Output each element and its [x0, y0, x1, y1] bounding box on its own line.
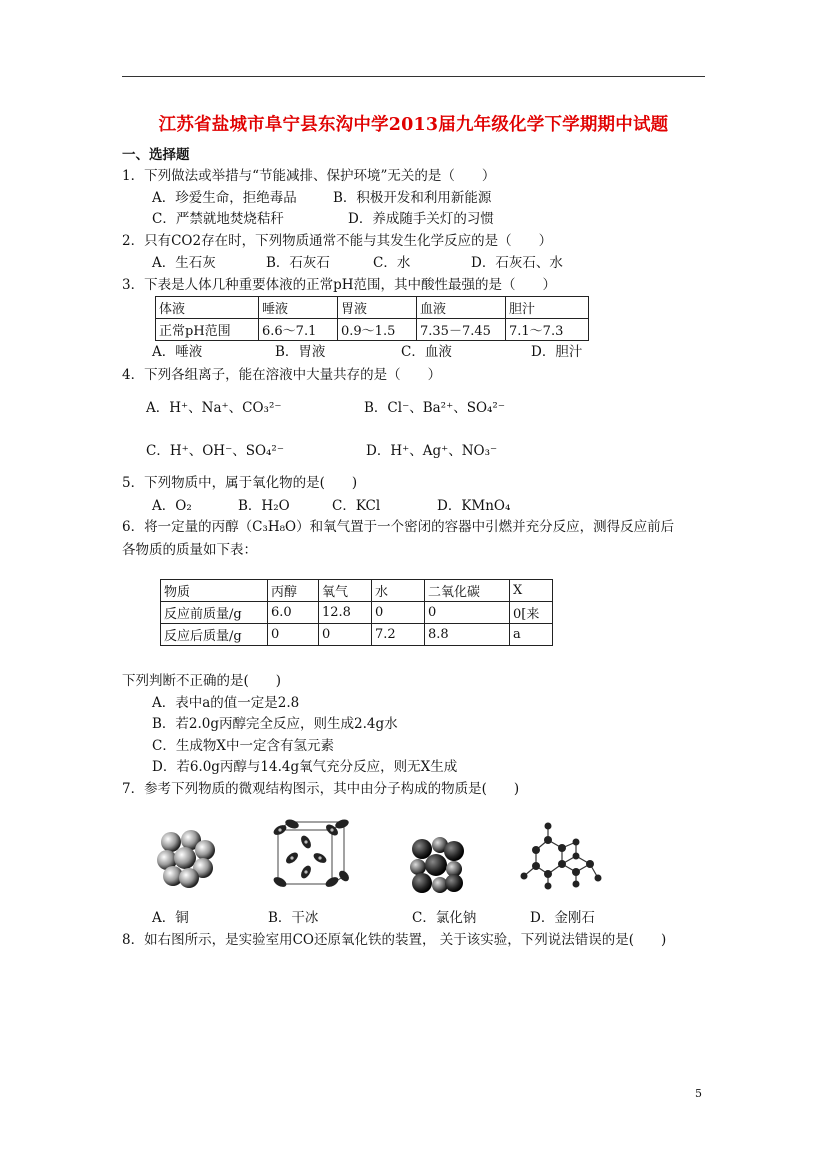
page-number: 5: [695, 1087, 702, 1100]
q3-row-cell: 正常pH范围: [156, 319, 259, 341]
q6-header-cell: 物质: [161, 580, 268, 602]
q6-header-cell: 水: [372, 580, 425, 602]
q6-row1-cell: 6.0: [268, 602, 319, 624]
q7-option-d: D．金刚石: [530, 910, 595, 926]
q6-row2-cell: a: [510, 624, 553, 646]
q3-option-d: D．胆汁: [531, 344, 583, 360]
q3-header-cell: 胆汁: [506, 297, 589, 319]
copper-structure-icon: [155, 828, 217, 890]
page-title: 江苏省盐城市阜宁县东沟中学2013届九年级化学下学期期中试题: [158, 115, 669, 135]
q3-stem: 3．下表是人体几种重要体液的正常pH范围，其中酸性最强的是（ ）: [122, 277, 557, 293]
q7-option-a: A．铜: [152, 910, 189, 926]
q2-stem: 2．只有CO2存在时，下列物质通常不能与其发生化学反应的是（ ）: [122, 233, 553, 249]
q6-header-cell: 氧气: [319, 580, 372, 602]
q3-header-cell: 体液: [156, 297, 259, 319]
q6-prompt: 下列判断不正确的是( ): [122, 673, 282, 689]
q7-option-c: C．氯化钠: [412, 910, 477, 926]
q3-ph-table: [155, 296, 589, 341]
diamond-structure-icon: [518, 818, 602, 894]
q3-row-cell: 7.1～7.3: [506, 319, 589, 341]
q3-option-a: A．唾液: [152, 344, 203, 360]
q5-option-c: C．KCl: [332, 498, 381, 514]
q1-stem: 1．下列做法或举措与“节能减排、保护环境”无关的是（ ）: [122, 168, 496, 184]
q4-option-a: A．H⁺、Na⁺、CO₃²⁻: [146, 400, 282, 416]
q4-stem: 4．下列各组离子，能在溶液中大量共存的是（ ）: [122, 367, 442, 383]
q1-option-d: D．养成随手关灯的习惯: [348, 211, 494, 227]
q6-stem-continued: 各物质的质量如下表：: [122, 542, 257, 558]
q3-header-cell: 血液: [417, 297, 506, 319]
header-rule: [122, 76, 705, 77]
q6-option-d: D．若6.0g丙醇与14.4g氧气充分反应，则无X生成: [152, 759, 458, 775]
q6-row2-cell: 0: [319, 624, 372, 646]
q2-option-a: A．生石灰: [152, 255, 216, 271]
q2-option-b: B．石灰石: [266, 255, 330, 271]
q5-option-d: D．KMnO₄: [437, 498, 511, 514]
q3-row-cell: 0.9～1.5: [338, 319, 417, 341]
q4-option-c: C．H⁺、OH⁻、SO₄²⁻: [146, 443, 284, 459]
q6-header-cell: 二氧化碳: [425, 580, 510, 602]
q5-option-a: A．O₂: [152, 498, 192, 514]
q6-row1-cell: 0: [372, 602, 425, 624]
dry-ice-structure-icon: [270, 818, 350, 896]
q6-mass-table: [160, 579, 553, 646]
q2-option-d: D．石灰石、水: [471, 255, 563, 271]
q1-option-c: C．严禁就地焚烧秸秆: [152, 211, 284, 227]
q3-header-cell: 唾液: [259, 297, 338, 319]
q4-option-b: B．Cl⁻、Ba²⁺、SO₄²⁻: [364, 400, 505, 416]
q3-option-c: C．血液: [401, 344, 452, 360]
q4-option-d: D．H⁺、Ag⁺、NO₃⁻: [366, 443, 498, 459]
q6-row1-cell: 0: [425, 602, 510, 624]
q7-option-b: B．干冰: [268, 910, 319, 926]
q1-option-a: A．珍爱生命，拒绝毒品: [152, 190, 297, 206]
q3-row-cell: 7.35－7.45: [417, 319, 506, 341]
q5-option-b: B．H₂O: [238, 498, 290, 514]
q6-row2-cell: 8.8: [425, 624, 510, 646]
q6-row2-cell: 反应后质量/g: [161, 624, 268, 646]
q6-option-a: A．表中a的值一定是2.8: [152, 695, 300, 711]
q6-option-b: B．若2.0g丙醇完全反应，则生成2.4g水: [152, 716, 398, 732]
section-heading: 一、选择题: [122, 147, 190, 163]
q6-row2-cell: 0: [268, 624, 319, 646]
q6-header-cell: 丙醇: [268, 580, 319, 602]
q6-option-c: C．生成物X中一定含有氢元素: [152, 738, 334, 754]
q2-option-c: C．水: [373, 255, 411, 271]
q6-row1-cell: 0[来: [510, 602, 553, 624]
sodium-chloride-structure-icon: [408, 835, 466, 895]
q1-option-b: B．积极开发和利用新能源: [333, 190, 492, 206]
q5-stem: 5．下列物质中，属于氧化物的是( ): [122, 475, 358, 491]
q3-header-cell: 胃液: [338, 297, 417, 319]
q6-row1-cell: 反应前质量/g: [161, 602, 268, 624]
q6-row1-cell: 12.8: [319, 602, 372, 624]
q8-stem: 8．如右图所示，是实验室用CO还原氧化铁的装置， 关于该实验，下列说法错误的是( ): [122, 932, 667, 948]
q6-stem: 6．将一定量的丙醇（C₃H₈O）和氧气置于一个密闭的容器中引燃并充分反应，测得反应前后: [122, 519, 675, 535]
q3-option-b: B．胃液: [275, 344, 326, 360]
q3-row-cell: 6.6～7.1: [259, 319, 338, 341]
q7-stem: 7．参考下列物质的微观结构图示，其中由分子构成的物质是( ): [122, 781, 520, 797]
q6-header-cell: X: [510, 580, 553, 602]
q6-row2-cell: 7.2: [372, 624, 425, 646]
